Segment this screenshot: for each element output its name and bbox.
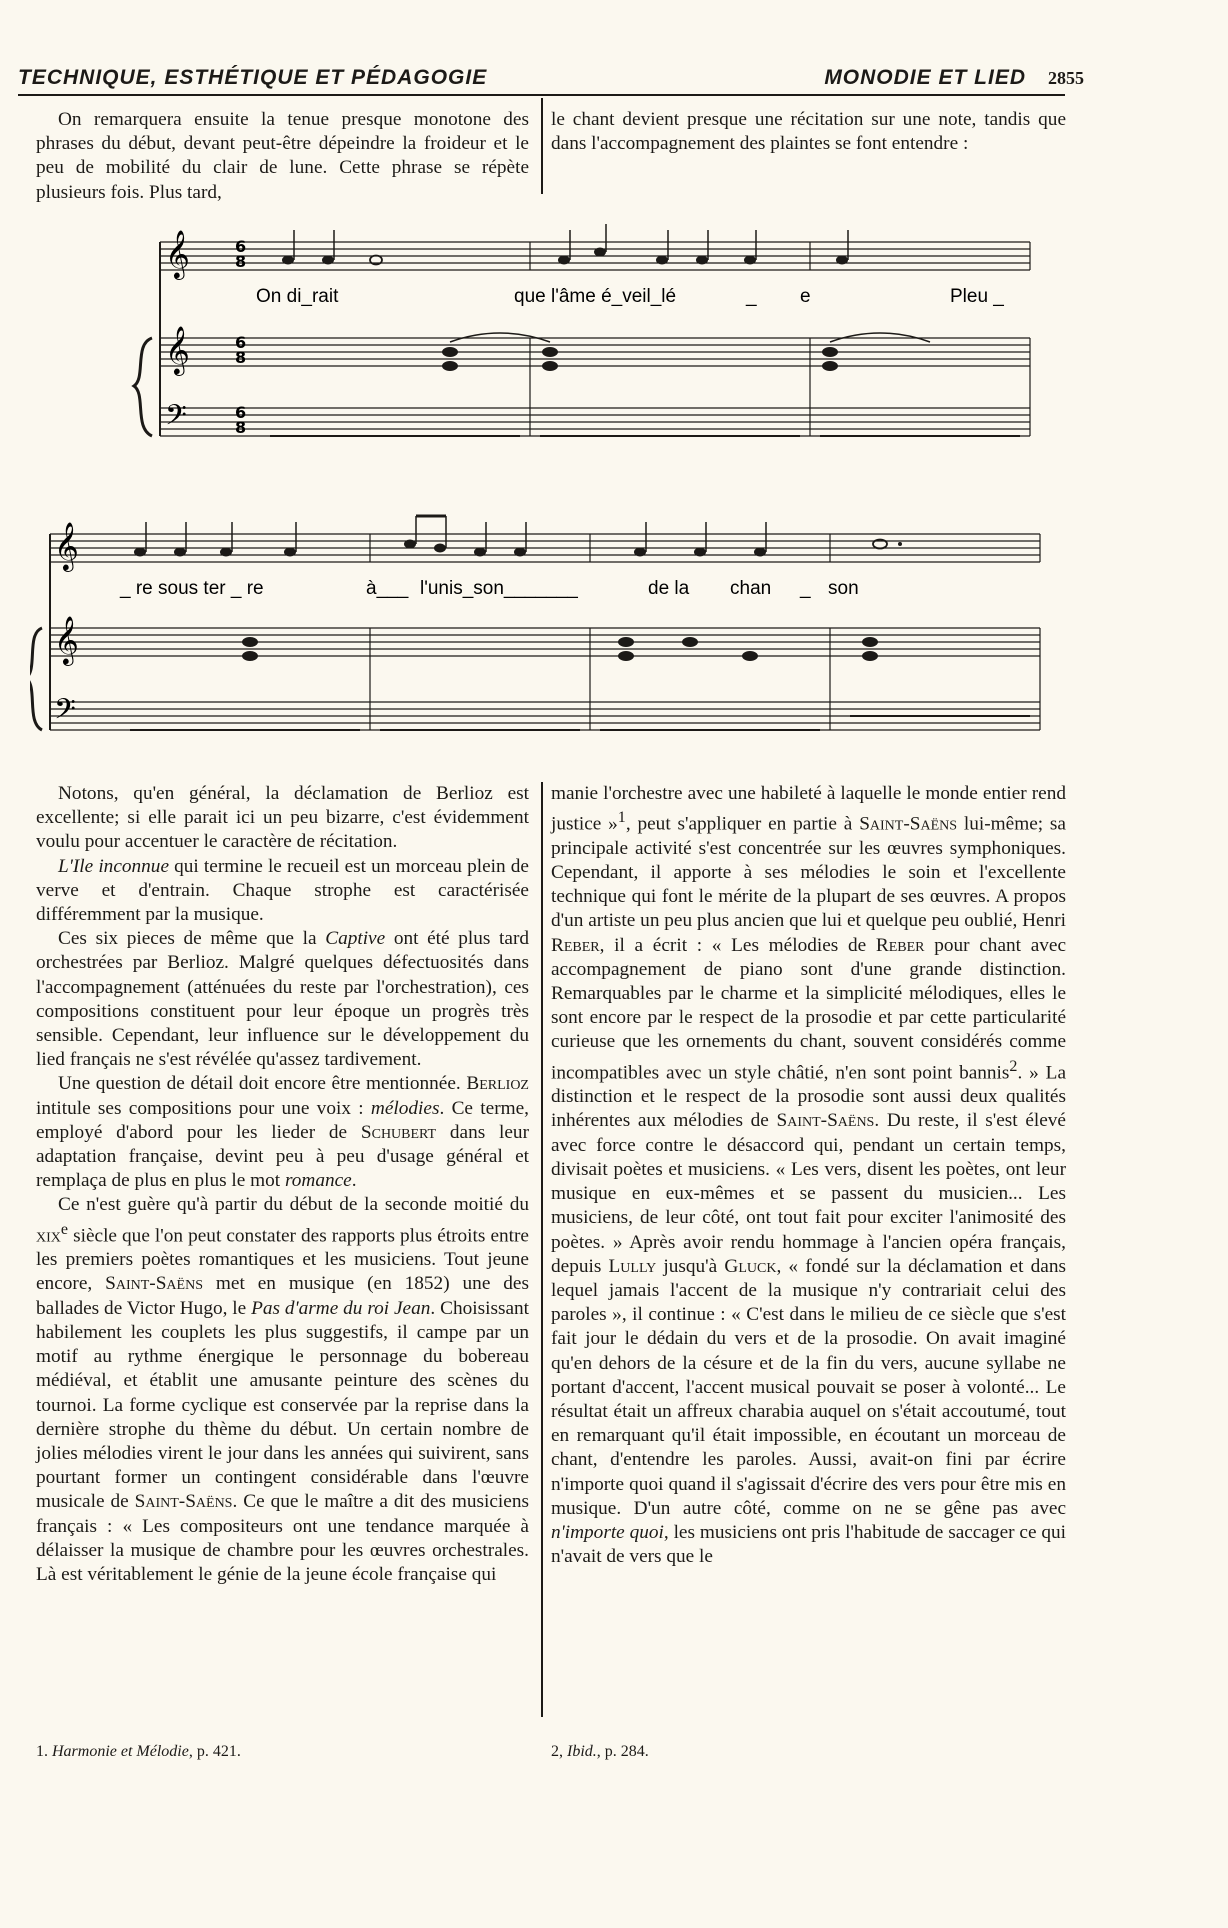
svg-text:𝄞: 𝄞 <box>165 229 190 278</box>
svg-text:6: 6 <box>235 403 247 422</box>
phrase-nimporte-quoi: n'importe quoi <box>551 1521 664 1543</box>
footnote-ref: 1 <box>617 809 626 827</box>
svg-text:6: 6 <box>235 333 247 352</box>
lyric-7: à___ <box>366 578 409 599</box>
name-saint-saens: Saint-Saëns <box>776 1110 875 1132</box>
lyric-2: que l'âme é_veil_lé <box>514 286 677 307</box>
name-berlioz: Berlioz <box>466 1073 529 1095</box>
svg-text:8: 8 <box>235 418 247 437</box>
body-right-paragraph-1 <box>551 782 1066 1569</box>
text-run: manie l'orchestre avec une habileté à laquelle le monde entier rend justice » <box>551 783 1066 835</box>
footnote-ref: 2 <box>1009 1057 1018 1075</box>
term-romance: romance <box>284 1170 352 1192</box>
text-run: Une question de détail doit encore être mentionnée. <box>58 1073 467 1095</box>
text-run: , les musiciens ont pris l'habitude de saccager ce qui n'avait de vers que le <box>551 1521 1066 1568</box>
name-reber: Reber <box>875 934 925 956</box>
lyric-4: e <box>800 286 811 307</box>
lyric-1: On di_rait <box>256 286 339 307</box>
lyric-5: Pleu _ <box>950 286 1004 307</box>
svg-text:8: 8 <box>235 252 247 271</box>
svg-text:𝄞: 𝄞 <box>54 615 79 664</box>
name-reber: Reber <box>551 934 600 956</box>
superscript: e <box>60 1220 69 1238</box>
svg-text:𝄢: 𝄢 <box>165 399 187 439</box>
body-left-paragraph-2 <box>36 855 529 928</box>
lyric-9: de la <box>648 578 690 599</box>
body-left-paragraph-1 <box>36 782 529 855</box>
svg-text:8: 8 <box>235 348 247 367</box>
page-number: 2855 <box>1048 68 1084 88</box>
name-saint-saens: Saint-Saëns <box>134 1491 233 1513</box>
svg-text:6: 6 <box>235 237 247 256</box>
name-gluck: Gluck <box>724 1255 777 1277</box>
intro-right-paragraph: le chant devient presque une récitation sur une note, tandis que dans l'accompagnement des plaintes se font entendre : <box>551 109 1066 155</box>
column-divider-body <box>541 782 543 1717</box>
text-run: jusqu'à <box>656 1255 725 1277</box>
text-run: . Ce terme, employé d'abord pour les lieder de <box>36 1097 529 1143</box>
text-run: . » La distinction et le respect de la prosodie sont aussi deux qualités inhérentes aux mélodies de <box>551 1062 1067 1132</box>
body-left-paragraph-5 <box>36 1193 529 1587</box>
work-title-pas-darme: Pas d'arme du roi Jean <box>251 1297 431 1319</box>
text-run: Ces six pieces de même que la <box>58 928 326 950</box>
body-left-column <box>36 782 529 1587</box>
lyric-12: son <box>828 578 859 599</box>
music-score-system-1 <box>30 220 1050 460</box>
lyric-3: _ <box>746 286 757 307</box>
text-run: pour chant avec accompagnement de piano sont d'une grande distinction. Remarquables par le charme et la simplicité mélodiques, elles le sont encore par le respect de la prosodie et par cette particularité curieuse que les ornements du chant, souvent considérés comme incompatibles avec un style châtié, n'en sont point bannis <box>551 934 1067 1084</box>
text-run: . Du reste, il s'est élevé avec force contre le désaccord qui, pendant un certain temps, divisait poètes et musiciens. « Les vers, disent les poètes, ont leur musique en eux-mêmes et se passent du musicien... Les musiciens, de leur côté, ont tout fait pour exciter l'animosité des poètes. » Après avoir rendu hommage à l'ancien opéra français, depuis <box>551 1110 1066 1277</box>
name-saint-saens: Saint-Saëns <box>105 1273 203 1295</box>
work-title-captive: Captive <box>325 928 386 950</box>
term-melodies: mélodies <box>370 1097 440 1119</box>
text-run: . <box>351 1170 357 1192</box>
text-run: intitule ses compositions pour une voix : <box>36 1097 371 1119</box>
column-divider-top <box>541 98 543 194</box>
svg-text:𝄞: 𝄞 <box>54 521 79 570</box>
text-run: siècle que l'on peut constater des rapports plus étroits entre les premiers poètes romantiques et les musiciens. Tout jeune encore, <box>36 1225 529 1295</box>
text-run: , « fondé sur la déclamation et dans lequel jamais l'accent de la musique n'y contrariait celui des paroles », il continue : « C'est dans le milieu de ce siècle que s'est fait jour le dédain du vers et de la prosodie. On avait imaginé qu'en dehors de la césure et de la fin du vers, aucune syllabe ne portant d'accent, l'accent musical pouvait se poser à volonté... Le résultat était un affreux charabia auquel on s'était accoutumé, tout en remarquant qu'il était impossible, en écoutant un morceau de chant, d'entendre les paroles. Aussi, avait-on fini par écrire n'importe quoi quand il s'agissait d'écrire des vers pour être mis en musique. D'un autre côté, comme on ne se gêne pas avec <box>551 1255 1066 1519</box>
text-run: . Ce que le maître a dit des musiciens français : « Les compositeurs ont une tendance marquée à délaisser la musique de chambre pour les œuvres orchestrales. Là est véritablement le génie de la jeune école française qui <box>36 1491 529 1585</box>
intro-left-paragraph: On remarquera ensuite la tenue presque monotone des phrases du début, devant peut-être dépeindre la froideur et le peu de mobilité du clair de lune. Cette phrase se répète plusieurs fois. Plus tard, <box>36 109 529 203</box>
work-title-ile-inconnue: L'Ile inconnue <box>58 855 169 877</box>
header-left-title: TECHNIQUE, ESTHÉTIQUE ET PÉDAGOGIE <box>18 66 488 89</box>
text-run: , peut s'appliquer en partie à <box>625 813 860 835</box>
text-run: Notons, qu'en général, la déclamation de Berlioz est excellente; si elle parait ici un peu bizarre, c'est évidemment voulu pour accentuer le caractère de récitation. <box>36 783 529 853</box>
lyric-11: _ <box>800 578 811 599</box>
text-run: , il a écrit : « Les mélodies de <box>599 934 876 956</box>
running-header <box>18 66 1084 96</box>
footnote-2 <box>551 1743 649 1761</box>
name-schubert: Schubert <box>360 1121 437 1143</box>
footnote-1 <box>36 1743 241 1761</box>
footnote-title: Harmonie et Mélodie <box>52 1743 189 1760</box>
name-saint-saens: Saint-Saëns <box>859 813 958 835</box>
text-run: , p. 284. <box>596 1743 649 1760</box>
header-right-title: MONODIE ET LIED <box>824 66 1026 89</box>
body-left-paragraph-4 <box>36 1072 529 1193</box>
century-numeral: xix <box>36 1225 61 1247</box>
text-run: . Choisissant habilement les couplets les plus suggestifs, il campe par un motif au rythme énergique le personnage du bobereau médiéval, et établit une amusante peinture des scènes du tournoi. La forme cyclique est conservée par la reprise dans la dernière strophe du thème du début. Un certain nombre de jolies mélodies virent le jour dans les années qui suivirent, sans pourtant former un contingent considérable dans l'œuvre musicale de <box>36 1297 530 1513</box>
svg-text:𝄞: 𝄞 <box>165 325 190 374</box>
intro-left-column <box>36 108 529 205</box>
header-rule <box>18 94 1065 96</box>
text-run: , p. 421. <box>188 1743 241 1760</box>
text-run: met en musique (en 1852) une des ballades de Victor Hugo, le <box>36 1273 529 1319</box>
lyric-6: _ re sous ter _ re <box>120 578 264 599</box>
svg-text:𝄢: 𝄢 <box>54 693 76 733</box>
lyric-8: l'unis_son_______ <box>420 578 578 599</box>
body-right-column <box>551 782 1066 1569</box>
text-run: 2, <box>551 1743 567 1760</box>
music-score-system-2 <box>30 508 1050 758</box>
text-run: Ce n'est guère qu'à partir du début de la seconde moitié du <box>58 1194 529 1216</box>
body-left-paragraph-3 <box>36 927 529 1072</box>
text-run: lui-même; sa principale activité s'est concentrée sur les œuvres symphoniques. Cependant, il apporte à ses mélodies le soin et l'excellente technique qui font le mérite de la plupart de ses œuvres. A propos d'un artiste un peu plus ancien que lui et quelque peu oublié, Henri <box>551 813 1066 932</box>
footnote-title: Ibid. <box>567 1743 597 1760</box>
text-run: dans leur adaptation française, devint peu à peu d'usage général et remplaça de plus en plus le mot <box>36 1121 529 1192</box>
name-lully: Lully <box>608 1255 657 1277</box>
intro-right-column <box>551 108 1066 156</box>
text-run: qui termine le recueil est un morceau plein de verve et d'entrain. Chaque strophe est caractérisée différemment par la musique. <box>36 855 529 926</box>
text-run: 1. <box>36 1743 52 1760</box>
lyric-10: chan <box>730 578 772 599</box>
text-run: ont été plus tard orchestrées par Berlioz. Malgré quelques défectuosités dans l'accompagnement (atténuées du reste par l'orchestration), ces compositions constituent pour leur époque un progrès très sensible. Cependant, leur influence sur le développement du lied français ne s'est révélée qu'assez tardivement. <box>36 928 530 1071</box>
